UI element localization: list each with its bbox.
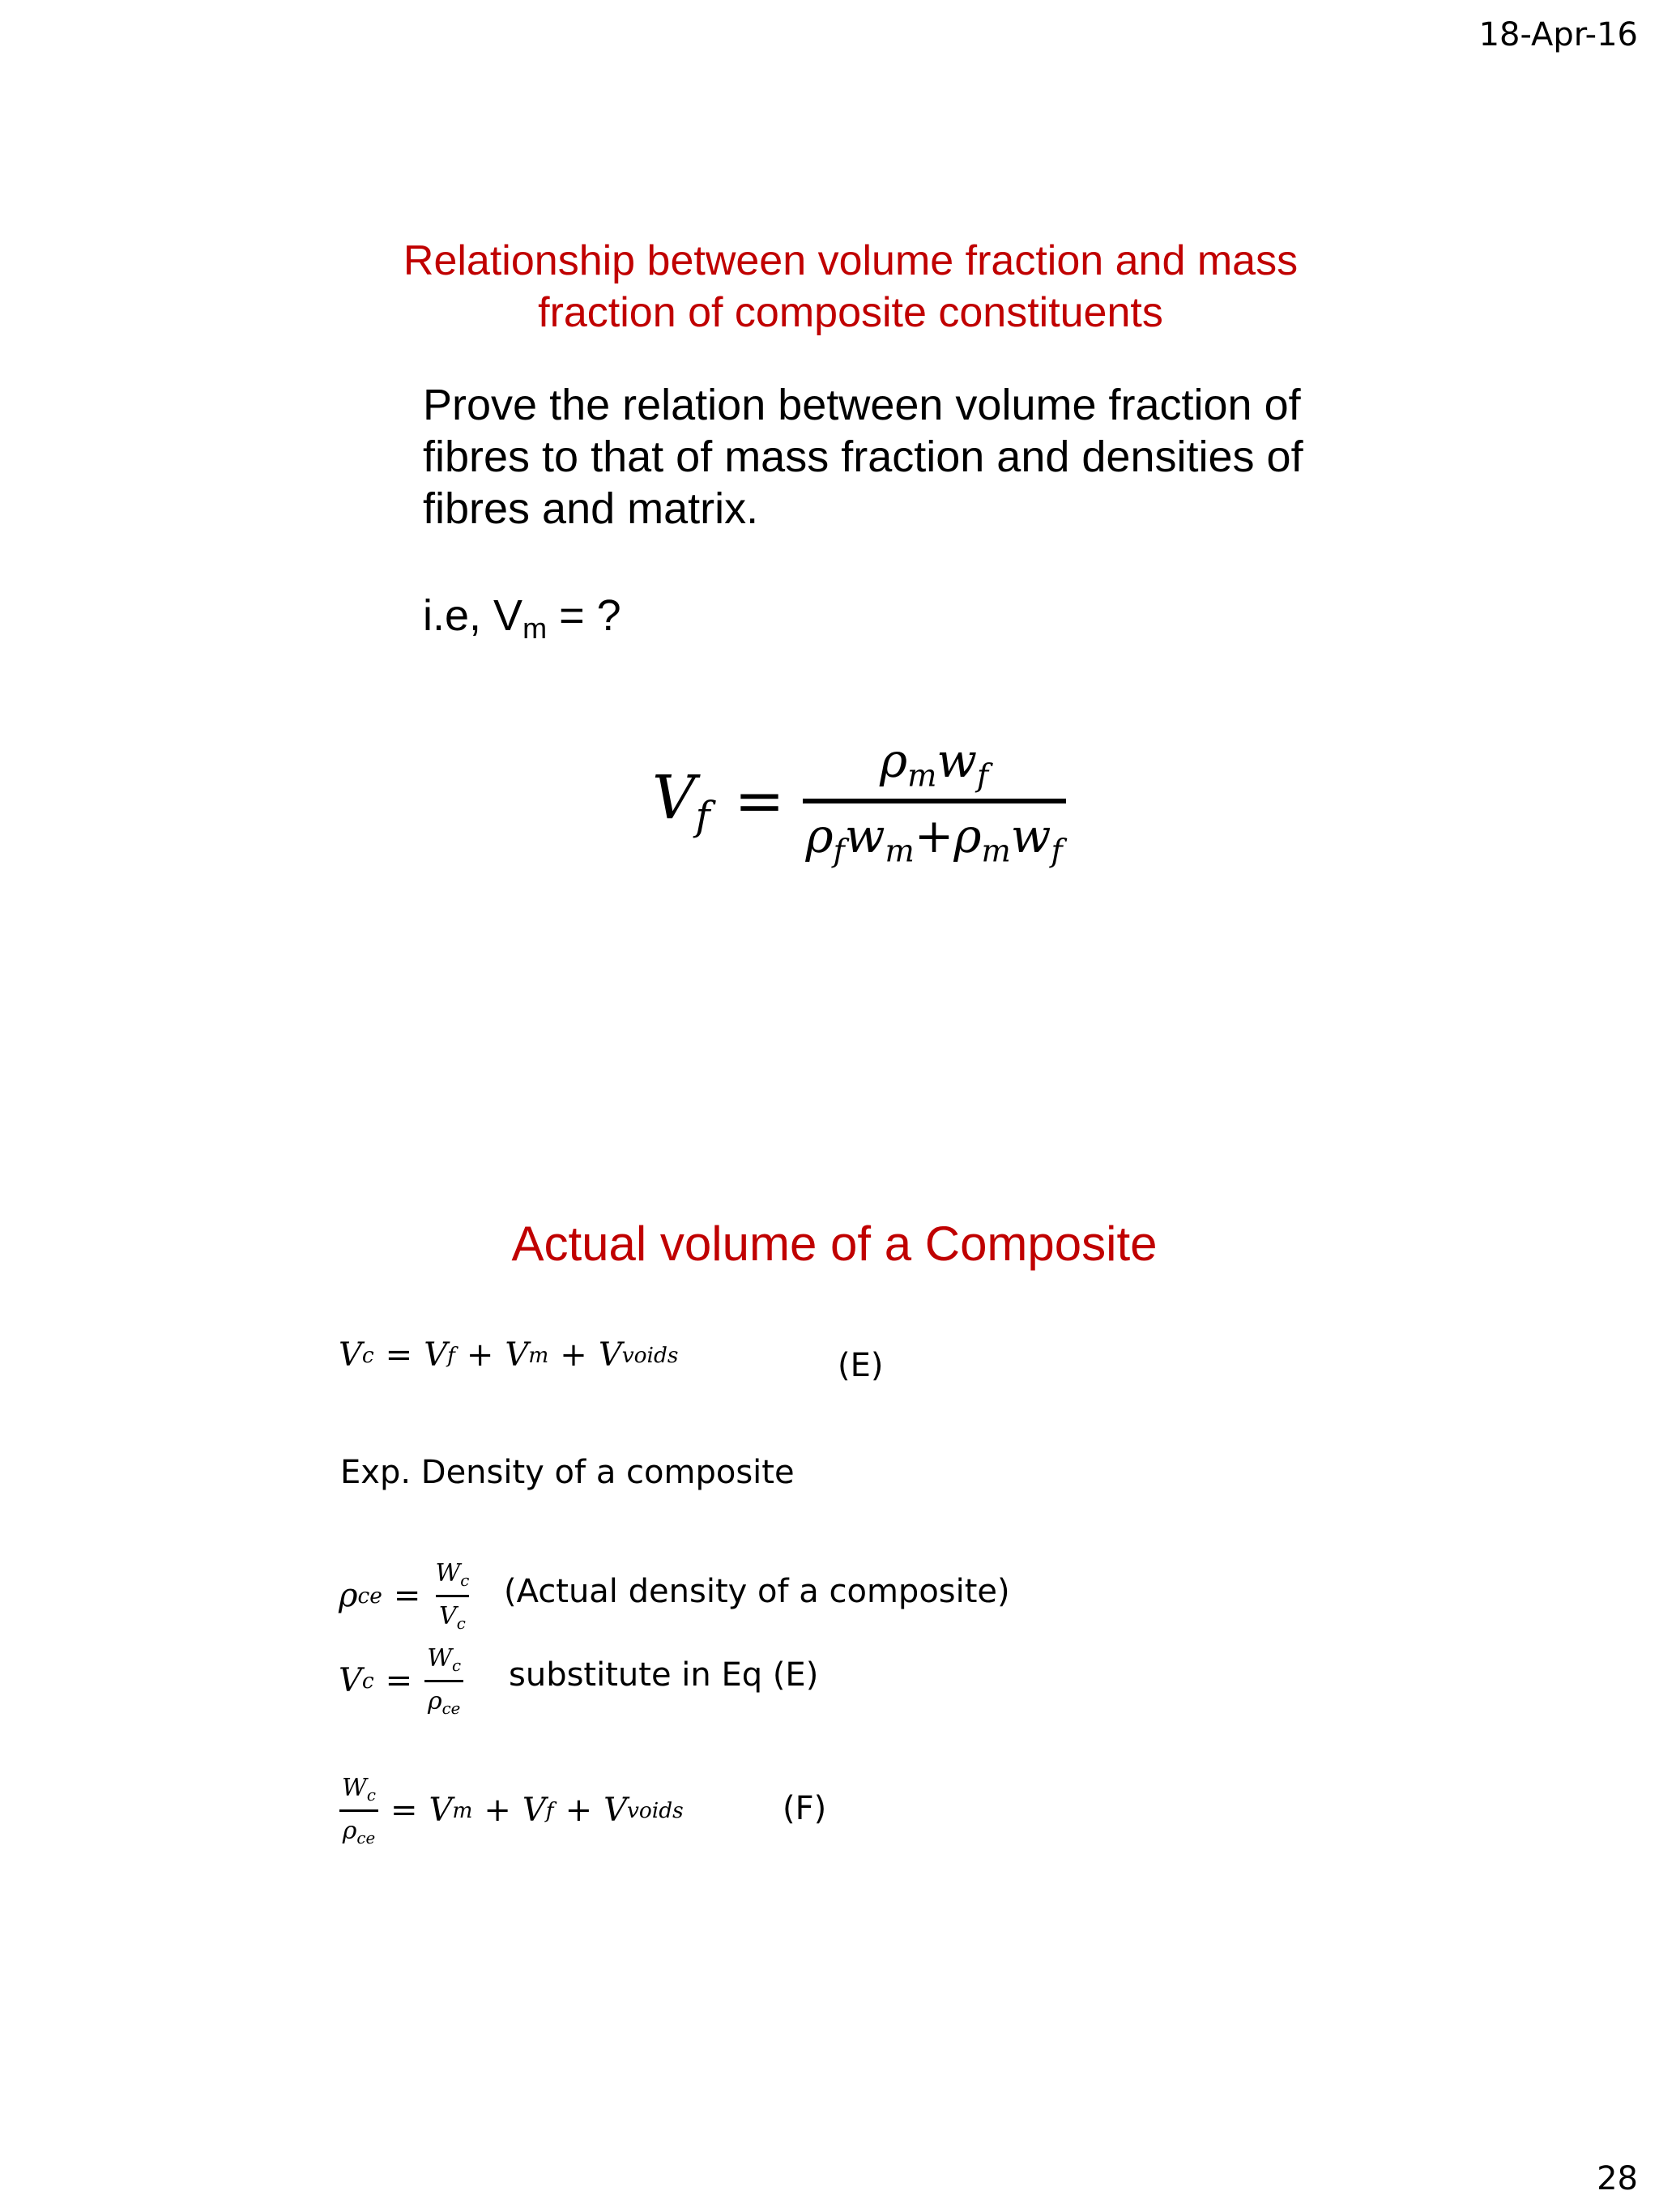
section-title-relationship: Relationship between volume fraction and mass fraction of composite constituents — [403, 237, 1299, 336]
ie-question-line — [423, 590, 621, 654]
eq-vc-rho: ρ — [427, 1686, 442, 1715]
eq-rho-rho: ρ — [339, 1577, 358, 1615]
eq-f-equals: = — [390, 1792, 418, 1830]
eq-f-w-sub: c — [366, 1785, 376, 1805]
eq-f-fraction — [339, 1774, 379, 1848]
eq-rho-v: V — [439, 1601, 457, 1630]
eq-f-voids-sub: voids — [626, 1797, 684, 1823]
eq-vf-v: V — [652, 763, 696, 833]
eq-vc-c-sub: c — [361, 1668, 374, 1694]
equation-e-label: (E) — [838, 1347, 884, 1384]
eq-f-v2: V — [522, 1792, 546, 1830]
eq-e-plus1: + — [466, 1336, 494, 1374]
den-plus: + — [914, 808, 954, 864]
eq-e-plus2: + — [560, 1336, 587, 1374]
eq-f-plus2: + — [565, 1792, 593, 1830]
eq-e-v2: V — [424, 1336, 448, 1374]
eq-rho-fraction — [432, 1559, 472, 1633]
eq-e-f-sub: f — [447, 1342, 455, 1368]
eq-e-voids-sub: voids — [621, 1342, 679, 1368]
eq-rho-denominator — [436, 1595, 469, 1633]
eq-e-v: V — [339, 1336, 362, 1374]
den-rho2: ρ — [953, 808, 982, 864]
den-rho1-sub: f — [833, 833, 845, 870]
eq-rho-w-sub: c — [460, 1571, 470, 1590]
equation-actual-density — [339, 1559, 472, 1633]
ie-subscript: m — [522, 612, 548, 645]
eq-e-v3: V — [505, 1336, 529, 1374]
eq-f-numerator — [339, 1774, 379, 1809]
den-rho1: ρ — [805, 808, 834, 864]
eq-rho-equals: = — [393, 1577, 421, 1615]
eq-vc-v: V — [339, 1662, 362, 1700]
eq-rho-v-sub: c — [456, 1613, 466, 1633]
eq-vc-equals: = — [385, 1662, 413, 1700]
eq-e-equals: = — [385, 1336, 413, 1374]
eq-f-ce-sub: ce — [356, 1828, 376, 1848]
eq-vf-numerator — [876, 733, 992, 799]
eq-f-f-sub: f — [545, 1797, 554, 1823]
eq-vf-f-sub: f — [695, 793, 710, 840]
eq-vf-lhs — [652, 763, 710, 840]
exp-density-label: Exp. Density of a composite — [340, 1454, 795, 1491]
eq-f-v1: V — [429, 1792, 453, 1830]
eq-e-v4: V — [598, 1336, 622, 1374]
eq-rho-numerator — [432, 1559, 472, 1595]
num-w-sub: f — [977, 757, 989, 795]
den-w1: w — [844, 808, 885, 864]
eq-e-c-sub: c — [361, 1342, 374, 1368]
eq-vf-equals: = — [734, 766, 785, 837]
num-w: w — [936, 733, 978, 788]
actual-density-note: (Actual density of a composite) — [504, 1573, 1010, 1610]
volume-fraction-equation — [652, 733, 1066, 870]
eq-vc-ce-sub: ce — [441, 1698, 461, 1718]
page-number: 28 — [1597, 2160, 1638, 2197]
eq-f-v3: V — [603, 1792, 627, 1830]
ie-suffix: = ? — [547, 591, 621, 640]
eq-f-w: W — [342, 1774, 367, 1802]
eq-vf-denominator — [803, 799, 1066, 869]
substitute-note: substitute in Eq (E) — [509, 1656, 819, 1694]
eq-vc-numerator — [424, 1644, 464, 1680]
den-w2: w — [1010, 808, 1051, 864]
den-rho2-sub: m — [981, 833, 1011, 870]
eq-rho-ce-sub: ce — [357, 1583, 382, 1609]
eq-f-rho: ρ — [342, 1816, 357, 1845]
equation-vc — [339, 1644, 464, 1718]
num-rho-sub: m — [907, 757, 937, 795]
eq-e-m-sub: m — [528, 1342, 549, 1368]
question-text: Prove the relation between volume fraction of fibres to that of mass fraction and densities of fibres and matrix. — [423, 381, 1303, 533]
den-w1-sub: m — [885, 833, 915, 870]
eq-vf-fraction — [803, 733, 1066, 870]
equation-e — [339, 1336, 678, 1374]
den-w2-sub: f — [1051, 833, 1063, 870]
ie-prefix: i.e, V — [423, 591, 523, 640]
equation-f — [339, 1774, 684, 1848]
eq-f-m-sub: m — [452, 1797, 473, 1823]
eq-vc-w-sub: c — [452, 1656, 462, 1675]
equation-f-label: (F) — [783, 1790, 827, 1827]
section-title-actual-volume: Actual volume of a Composite — [511, 1217, 1158, 1271]
slide-date: 18-Apr-16 — [1478, 16, 1638, 53]
eq-rho-w: W — [435, 1559, 461, 1588]
eq-vc-fraction — [424, 1644, 464, 1718]
eq-vc-denominator — [424, 1680, 463, 1718]
eq-f-plus1: + — [484, 1792, 511, 1830]
eq-f-denominator — [339, 1809, 378, 1848]
num-rho: ρ — [879, 733, 908, 788]
eq-vc-w: W — [427, 1644, 453, 1673]
